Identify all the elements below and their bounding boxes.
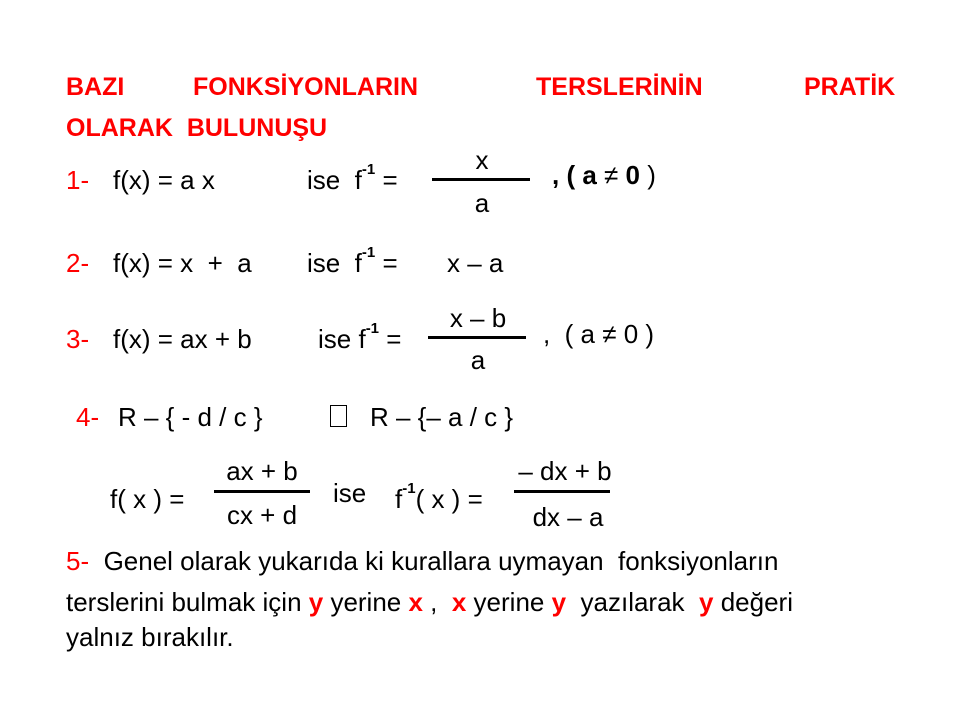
rule-3-numerator: x – b	[449, 303, 507, 333]
rule-4-inverse-numerator: – dx + b	[518, 456, 612, 486]
rule-4-function-lhs: f( x ) =	[110, 484, 185, 514]
rule-5-line-1-text: Genel olarak yukarıda ki kurallara uymayan fonksiyonların	[103, 546, 779, 576]
title-word-4: PRATİK	[804, 73, 896, 101]
rule-2-ise: ise f	[307, 248, 362, 278]
rule-1-cond-open: , (	[552, 160, 583, 190]
rule-4-number: 4-	[76, 402, 100, 432]
rule-3-ise: ise f	[318, 324, 366, 354]
rule-4-range: R – {– a / c }	[370, 402, 514, 432]
rule-3-inverse-label	[318, 320, 402, 354]
title-line-2: OLARAK BULUNUŞU	[66, 114, 328, 142]
rule-4-ise: ise	[333, 478, 367, 508]
rule-1-cond-close: )	[640, 160, 656, 190]
rule-5-y-1: y	[308, 587, 324, 617]
rule-1-ise: ise f	[307, 165, 362, 195]
rule-5-line-1	[66, 546, 778, 576]
rule-2-space	[375, 248, 382, 278]
rule-5-number: 5-	[66, 546, 90, 576]
rule-4-function-numerator: ax + b	[226, 456, 298, 486]
rule-1-cond-a: a	[582, 160, 597, 190]
rule-5-line-3: yalnız bırakılır.	[66, 622, 234, 652]
rule-3-condition: , ( a ≠ 0 )	[543, 319, 655, 349]
rule-5-space	[89, 546, 103, 576]
rule-4-inverse-denominator: dx – a	[532, 502, 604, 532]
rule-5-text-c: ,	[422, 587, 452, 617]
rule-2-number: 2-	[66, 248, 90, 278]
rule-5-text-a: terslerini bulmak için	[66, 587, 309, 617]
rule-3-superscript: -1	[365, 320, 380, 337]
rule-5-y-3: y	[699, 587, 714, 617]
rule-5-line-2	[66, 587, 793, 617]
rule-1-number: 1-	[66, 165, 90, 195]
title-word-3: TERSLERİNİN	[536, 73, 703, 101]
rule-2-superscript: -1	[361, 244, 376, 261]
rule-1-denominator: a	[474, 188, 490, 218]
rule-1-equals	[375, 165, 382, 195]
rule-5-y-2: y	[551, 587, 567, 617]
rule-3-fraction-bar	[428, 336, 526, 339]
rule-2-function: f(x) = x + a	[113, 248, 252, 278]
rule-4-inverse-lhs	[395, 480, 483, 514]
rule-1-cond-ne: ≠	[596, 160, 626, 190]
rule-4-function-denominator: cx + d	[226, 500, 298, 530]
title-word-2: FONKSİYONLARIN	[193, 73, 418, 101]
rule-3-number: 3-	[66, 324, 90, 354]
rule-1-superscript: -1	[361, 161, 376, 178]
rule-4-function-fraction-bar	[214, 490, 310, 493]
rule-1-fraction-bar	[432, 178, 530, 181]
rule-5-x-1: x	[408, 587, 423, 617]
rule-5-text-f: değeri	[713, 587, 793, 617]
rule-1-equals-sign: =	[382, 165, 398, 195]
rule-5-text-d: yerine	[466, 587, 552, 617]
rule-3-denominator: a	[470, 345, 486, 375]
rule-1-condition	[552, 160, 656, 190]
rule-2-equals-sign: =	[382, 248, 398, 278]
arrow-placeholder-icon	[330, 405, 347, 427]
rule-5-x-2: x	[451, 587, 467, 617]
rule-4-inverse-fraction-bar	[514, 490, 610, 493]
rule-4-inverse-superscript: -1	[402, 480, 416, 497]
rule-4-inverse-args: ( x ) =	[415, 484, 483, 514]
rule-2-inverse-label	[307, 244, 398, 278]
rule-1-function: f(x) = a x	[113, 165, 215, 195]
rule-2-result: x – a	[447, 248, 504, 278]
rule-1-inverse-label	[307, 161, 398, 195]
rule-3-equals-sign: =	[386, 324, 402, 354]
rule-4-domain: R – { - d / c }	[118, 402, 263, 432]
rule-1-cond-zero: 0	[625, 160, 640, 190]
title-word-1: BAZI	[66, 73, 125, 101]
rule-3-function: f(x) = ax + b	[113, 324, 252, 354]
rule-5-text-e: yazılarak	[566, 587, 699, 617]
rule-1-numerator: x	[475, 145, 489, 175]
rule-4-inverse-f: f	[395, 484, 403, 514]
rule-5-text-b: yerine	[323, 587, 409, 617]
